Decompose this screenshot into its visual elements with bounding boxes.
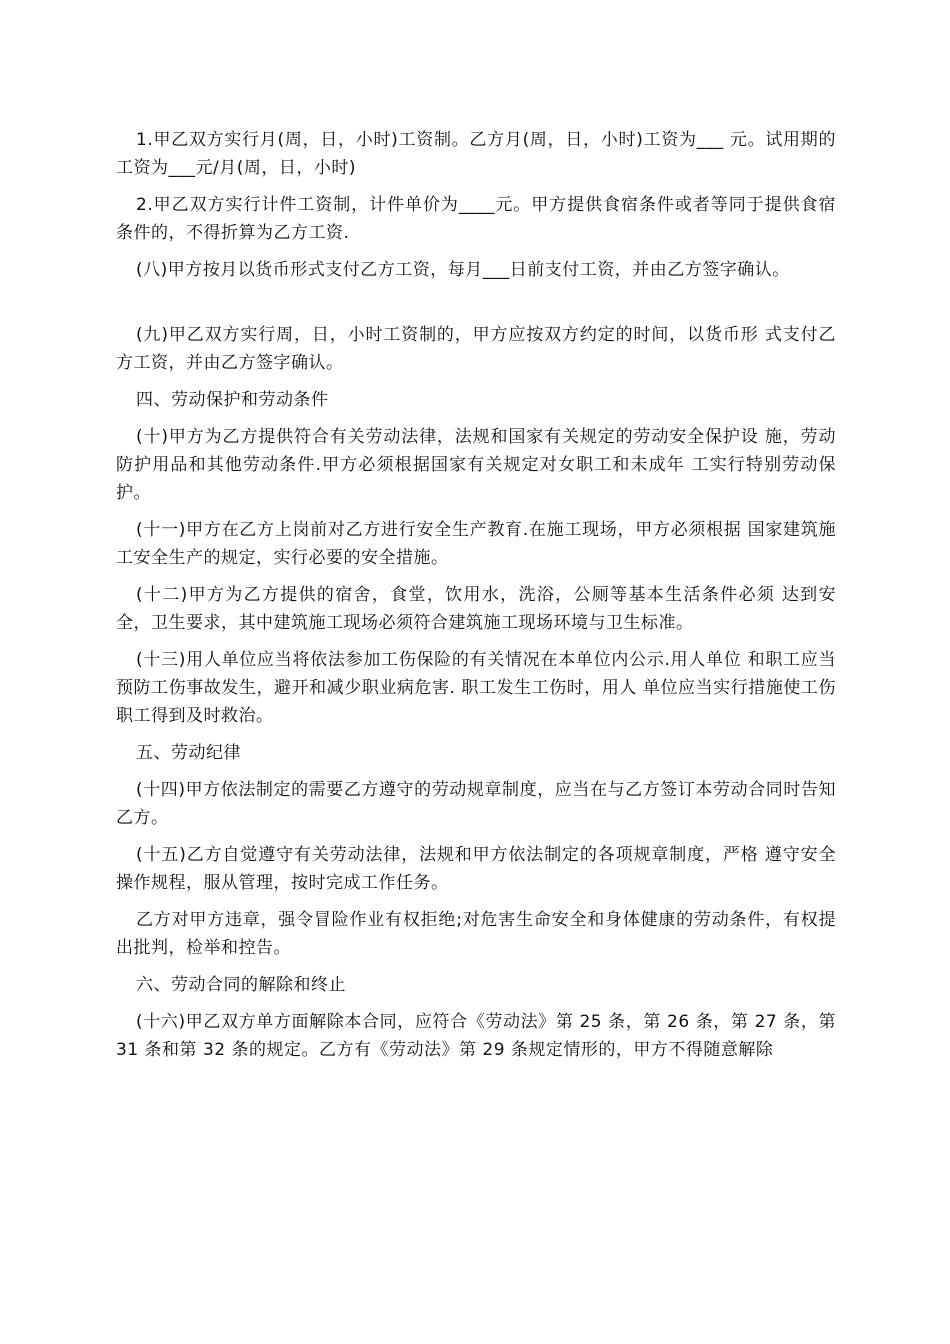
paragraph-clause-9: (九)甲乙双方实行周，日，小时工资制的，甲方应按双方约定的时间，以货币形 式支付乙方工资，并由乙方签字确认。 (116, 325, 836, 373)
paragraph-clause-15: (十五)乙方自觉遵守有关劳动法律，法规和甲方依法制定的各项规章制度，严格 遵守安全操作规程，服从管理，按时完成工作任务。 (116, 845, 836, 893)
section-heading-labor-discipline: 五、劳动纪律 (136, 743, 241, 763)
paragraph-clause-14: (十四)甲方依法制定的需要乙方遵守的劳动规章制度，应当在与乙方签订本劳动合同时告知乙方。 (116, 780, 836, 828)
paragraph-clause-8: (八)甲方按月以货币形式支付乙方工资，每月___日前支付工资，并由乙方签字确认。 (136, 260, 790, 280)
section-heading-labor-protection: 四、劳动保护和劳动条件 (136, 390, 329, 410)
paragraph-refusal-rights: 乙方对甲方违章，强令冒险作业有权拒绝;对危害生命安全和身体健康的劳动条件，有权提出批判，检举和控告。 (116, 910, 836, 958)
paragraph-piece-wage: 2.甲乙双方实行计件工资制，计件单价为____元。甲方提供食宿条件或者等同于提供食宿条件的，不得折算为乙方工资. (116, 195, 836, 243)
paragraph-clause-10: (十)甲方为乙方提供符合有关劳动法律，法规和国家有关规定的劳动安全保护设 施，劳动防护用品和其他劳动条件.甲方必须根据国家有关规定对女职工和未成年 工实行特别劳动保护。 (116, 427, 836, 503)
paragraph-wage-system: 1.甲乙双方实行月(周，日，小时)工资制。乙方月(周，日，小时)工资为___ 元。试用期的工资为___元/月(周，日，小时) (116, 130, 836, 178)
paragraph-clause-11: (十一)甲方在乙方上岗前对乙方进行安全生产教育.在施工现场，甲方必须根据 国家建筑施工安全生产的规定，实行必要的安全措施。 (116, 520, 836, 568)
paragraph-clause-16: (十六)甲乙双方单方面解除本合同，应符合《劳动法》第 25 条，第 26 条，第 27 条，第 31 条和第 32 条的规定。乙方有《劳动法》第 29 条规定情形的，甲方不得随意解除 (116, 1012, 836, 1060)
section-heading-termination: 六、劳动合同的解除和终止 (136, 975, 346, 995)
blank-line (116, 293, 836, 321)
document-page (116, 126, 836, 1073)
paragraph-clause-13: (十三)用人单位应当将依法参加工伤保险的有关情况在本单位内公示.用人单位 和职工应当预防工伤事故发生，避开和减少职业病危害. 职工发生工伤时，用人 单位应当实行措施使工伤职工得到及时救治。 (116, 650, 836, 726)
paragraph-clause-12: (十二)甲方为乙方提供的宿舍，食堂，饮用水，洗浴，公厕等基本生活条件必须 达到安全，卫生要求，其中建筑施工现场必须符合建筑施工现场环境与卫生标准。 (116, 585, 836, 633)
